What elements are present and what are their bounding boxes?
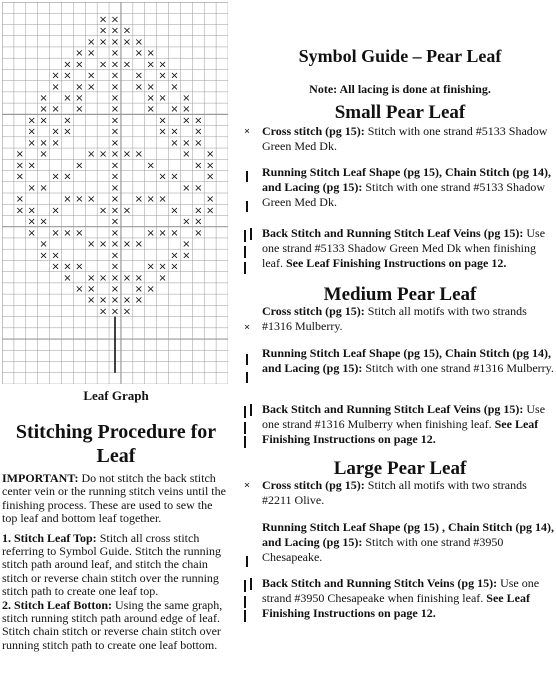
cross-stitch-mark: × <box>39 216 48 228</box>
cross-stitch-mark: × <box>158 261 167 273</box>
cross-stitch-mark: × <box>134 295 143 307</box>
medium-pear-leaf-heading: Medium Pear Leaf <box>323 284 477 305</box>
cross-stitch-mark: × <box>110 48 120 60</box>
stitching-procedure-text <box>2 472 230 658</box>
cross-stitch-mark: × <box>75 160 84 172</box>
cross-stitch-mark: × <box>170 205 179 217</box>
lacing-note: Note: All lacing is done at finishing. <box>309 82 491 96</box>
cross-stitch-mark: × <box>27 160 36 172</box>
cross-stitch-mark: × <box>63 171 72 183</box>
large-finishing-ref: See Leaf Finishing Instructions on page 12. <box>262 591 530 620</box>
cross-stitch-mark: × <box>51 250 60 262</box>
cross-stitch-mark: × <box>110 216 120 228</box>
cross-stitch-mark: × <box>98 205 108 217</box>
cross-stitch-mark: × <box>122 239 132 251</box>
cross-stitch-mark: × <box>146 48 155 60</box>
small-back-stitch-entry <box>244 226 556 271</box>
cross-stitch-mark: × <box>51 70 60 82</box>
cross-stitch-mark: × <box>170 227 179 239</box>
cross-stitch-mark: × <box>194 182 203 194</box>
cross-stitch-mark: × <box>182 182 191 194</box>
cross-stitch-mark: × <box>122 272 132 284</box>
cross-stitch-mark: × <box>27 216 36 228</box>
cross-stitch-mark: × <box>110 115 120 127</box>
cross-stitch-mark: × <box>63 70 72 82</box>
cross-stitch-mark: × <box>134 81 143 93</box>
cross-stitch-mark: × <box>134 194 143 206</box>
large-back-label: Back Stitch and Running Stitch Veins (pg 15): <box>262 576 498 590</box>
cross-stitch-mark: × <box>134 70 143 82</box>
cross-stitch-mark: × <box>110 59 120 71</box>
cross-stitch-mark: × <box>110 36 120 48</box>
cross-stitch-mark: × <box>110 160 120 172</box>
cross-stitch-mark: × <box>51 171 60 183</box>
medium-cross-label: Cross stitch (pg 15): <box>262 304 365 318</box>
cross-stitch-mark: × <box>110 272 120 284</box>
cross-stitch-mark: × <box>134 36 143 48</box>
cross-stitch-mark: × <box>98 272 108 284</box>
cross-stitch-mark: × <box>87 36 96 48</box>
small-finishing-ref: See Leaf Finishing Instructions on page 12. <box>285 256 507 270</box>
cross-stitch-mark: × <box>182 250 191 262</box>
cross-stitch-mark: × <box>87 81 96 93</box>
cross-stitch-mark: × <box>122 59 132 71</box>
cross-stitch-mark: × <box>15 194 25 206</box>
cross-stitch-mark: × <box>146 104 155 116</box>
cross-stitch-mark: × <box>205 149 215 161</box>
stitching-procedure-heading <box>0 420 232 468</box>
cross-stitch-mark: × <box>146 194 155 206</box>
cross-stitch-mark: × <box>110 250 120 262</box>
cross-stitch-mark: × <box>170 104 179 116</box>
cross-stitch-mark: × <box>51 137 60 149</box>
cross-stitch-mark: × <box>27 205 36 217</box>
cross-stitch-mark: × <box>194 205 203 217</box>
cross-stitch-mark: × <box>15 160 25 172</box>
step-2-label: 2. Stitch Leaf Botton: <box>2 597 112 612</box>
cross-stitch-mark: × <box>110 295 120 307</box>
cross-stitch-mark: × <box>146 284 155 295</box>
cross-stitch-mark: × <box>51 81 60 93</box>
cross-stitch-mark: × <box>110 182 120 194</box>
cross-stitch-mark: × <box>63 59 72 71</box>
cross-stitch-mark: × <box>170 70 179 82</box>
cross-stitch-mark: × <box>170 81 179 93</box>
cross-stitch-mark: × <box>87 70 96 82</box>
cross-stitch-mark: × <box>158 194 167 206</box>
medium-cross-stitch-entry <box>244 304 556 334</box>
cross-stitch-mark: × <box>122 149 132 161</box>
cross-stitch-mark: × <box>158 59 167 71</box>
cross-stitch-mark: × <box>122 295 132 307</box>
cross-stitch-mark: × <box>87 149 96 161</box>
cross-stitch-mark: × <box>194 126 203 138</box>
large-cross-stitch-entry <box>244 478 556 508</box>
cross-stitch-mark: × <box>158 171 167 183</box>
cross-stitch-mark: × <box>98 59 108 71</box>
large-back-text: Use one strand #3950 Chesapeake when finishing leaf. <box>262 576 540 605</box>
large-pear-leaf-heading: Large Pear Leaf <box>333 458 467 479</box>
cross-stitch-mark: × <box>110 25 120 37</box>
large-running-stitch-entry <box>244 520 556 565</box>
cross-stitch-mark: × <box>63 272 72 284</box>
cross-stitch-symbol-icon: × <box>244 322 251 333</box>
cross-stitch-mark: × <box>39 104 48 116</box>
cross-stitch-mark: × <box>205 194 215 206</box>
cross-stitch-mark: × <box>75 48 84 60</box>
cross-stitch-mark: × <box>63 93 72 104</box>
cross-stitch-mark: × <box>75 194 84 206</box>
cross-stitch-mark: × <box>110 261 120 273</box>
cross-stitch-mark: × <box>134 284 143 295</box>
small-running-stitch-entry <box>244 165 556 210</box>
large-running-text: Stitch with one strand #3950 Chesapeake. <box>262 535 504 564</box>
large-cross-text: Stitch all motifs with two strands #2211 Olive. <box>262 478 527 507</box>
cross-stitch-mark: × <box>75 59 84 71</box>
cross-stitch-mark: × <box>182 104 191 116</box>
cross-stitch-mark: × <box>63 194 72 206</box>
cross-stitch-mark: × <box>110 70 120 82</box>
cross-stitch-mark: × <box>134 272 143 284</box>
cross-stitch-mark: × <box>146 227 155 239</box>
leaf-graph-caption: Leaf Graph <box>83 388 149 403</box>
large-back-stitch-entry <box>244 576 556 621</box>
cross-stitch-mark: × <box>98 295 108 307</box>
cross-stitch-mark: × <box>51 205 60 217</box>
cross-stitch-mark: × <box>87 239 96 251</box>
cross-stitch-mark: × <box>75 261 84 273</box>
cross-stitch-mark: × <box>39 250 48 262</box>
small-cross-text: Stitch with one strand #5133 Shadow Green Med Dk. <box>262 124 548 153</box>
cross-stitch-mark: × <box>87 284 96 295</box>
cross-stitch-mark: × <box>122 306 132 318</box>
symbol-guide-title: Symbol Guide – Pear Leaf <box>298 46 502 66</box>
small-cross-stitch-entry <box>244 124 556 154</box>
cross-stitch-mark: × <box>110 137 120 149</box>
cross-stitch-mark: × <box>122 36 132 48</box>
cross-stitch-mark: × <box>170 137 179 149</box>
cross-stitch-mark: × <box>194 160 203 172</box>
cross-stitch-mark: × <box>98 36 108 48</box>
small-back-text: Use one strand #5133 Shadow Green Med Dk when finishing leaf. <box>262 226 546 270</box>
cross-stitch-mark: × <box>194 137 203 149</box>
medium-running-label: Running Stitch Leaf Shape (pg 15), Chain Stitch (pg 14), and Lacing (pg 15): <box>262 346 552 375</box>
cross-stitch-mark: × <box>87 272 96 284</box>
cross-stitch-mark: × <box>110 205 120 217</box>
cross-stitch-mark: × <box>158 126 167 138</box>
cross-stitch-mark: × <box>98 14 108 26</box>
cross-stitch-mark: × <box>27 182 36 194</box>
cross-stitch-mark: × <box>194 216 203 228</box>
medium-finishing-ref: See Leaf Finishing Instructions on page 12. <box>262 417 539 446</box>
cross-stitch-mark: × <box>134 48 143 60</box>
step-1-paragraph <box>2 532 230 599</box>
cross-stitch-mark: × <box>134 239 143 251</box>
cross-stitch-mark: × <box>182 239 191 251</box>
cross-stitch-mark: × <box>170 126 179 138</box>
important-label: IMPORTANT: <box>2 471 79 485</box>
important-paragraph <box>2 472 230 526</box>
step-2-paragraph <box>2 599 230 653</box>
cross-stitch-mark: × <box>110 126 120 138</box>
cross-stitch-mark: × <box>39 115 48 127</box>
small-cross-label: Cross stitch (pg 15): <box>262 124 365 138</box>
cross-stitch-mark: × <box>194 115 203 127</box>
cross-stitch-mark: × <box>39 182 48 194</box>
cross-stitch-mark: × <box>98 239 108 251</box>
small-pear-leaf-heading: Small Pear Leaf <box>334 102 466 123</box>
cross-stitch-mark: × <box>158 115 167 127</box>
cross-stitch-mark: × <box>75 104 84 116</box>
cross-stitch-mark: × <box>110 149 120 161</box>
step-1-text: Stitch all cross stitch referring to Symbol Guide. Stitch the running stitch path around leaf, and stitch the chain stitch or reverse chain stitch over the running stitch path to create one leaf top. <box>2 530 221 599</box>
cross-stitch-mark: × <box>146 160 155 172</box>
small-running-label: Running Stitch Leaf Shape (pg 15), Chain Stitch (pg 14), and Lacing (pg 15): <box>262 165 552 194</box>
cross-stitch-mark: × <box>15 205 25 217</box>
cross-stitch-mark: × <box>39 137 48 149</box>
cross-stitch-mark: × <box>146 59 155 71</box>
cross-stitch-mark: × <box>122 205 132 217</box>
cross-stitch-mark: × <box>205 171 215 183</box>
cross-stitch-mark: × <box>87 48 96 60</box>
cross-stitch-mark: × <box>134 149 143 161</box>
cross-stitch-mark: × <box>51 126 60 138</box>
cross-stitch-mark: × <box>51 261 60 273</box>
cross-stitch-mark: × <box>110 239 120 251</box>
cross-stitch-mark: × <box>158 93 167 104</box>
cross-stitch-symbol-icon: × <box>244 126 251 137</box>
step-2-text: Using the same graph, stitch running stitch path around edge of leaf. Stitch chain stitch or reverse chain stitch over running stitch path to create one leaf bottom. <box>2 597 223 652</box>
cross-stitch-mark: × <box>27 126 36 138</box>
cross-stitch-mark: × <box>27 115 36 127</box>
small-back-label: Back Stitch and Running Stitch Leaf Veins (pg 15): <box>262 226 524 240</box>
large-cross-label: Cross stitch (pg 15): <box>262 478 365 492</box>
cross-stitch-mark: × <box>63 261 72 273</box>
cross-stitch-mark: × <box>110 227 120 239</box>
medium-back-label: Back Stitch and Running Stitch Leaf Veins (pg 15): <box>262 402 524 416</box>
cross-stitch-mark: × <box>15 171 25 183</box>
cross-stitch-mark: × <box>158 70 167 82</box>
cross-stitch-mark: × <box>75 284 84 295</box>
heading-line-1: Stitching Procedure for <box>15 421 217 443</box>
cross-stitch-mark: × <box>146 261 155 273</box>
cross-stitch-mark: × <box>182 93 191 104</box>
cross-stitch-mark: × <box>27 137 36 149</box>
small-running-text: Stitch with one strand #5133 Shadow Green Med Dk. <box>262 180 546 209</box>
cross-stitch-mark: × <box>63 126 72 138</box>
cross-stitch-mark: × <box>110 284 120 295</box>
medium-back-stitch-entry <box>244 402 556 447</box>
cross-stitch-mark: × <box>75 227 84 239</box>
cross-stitch-mark: × <box>75 93 84 104</box>
cross-stitch-mark: × <box>110 306 120 318</box>
step-1-label: 1. Stitch Leaf Top: <box>2 530 97 545</box>
leaf-graph <box>2 2 228 384</box>
cross-stitch-mark: × <box>39 239 48 251</box>
cross-stitch-mark: × <box>194 227 203 239</box>
cross-stitch-mark: × <box>110 93 120 104</box>
cross-stitch-mark: × <box>205 160 215 172</box>
cross-stitch-mark: × <box>146 81 155 93</box>
cross-stitch-mark: × <box>63 227 72 239</box>
cross-stitch-mark: × <box>39 149 48 161</box>
cross-stitch-mark: × <box>63 115 72 127</box>
cross-stitch-mark: × <box>87 295 96 307</box>
cross-stitch-mark: × <box>51 104 60 116</box>
medium-back-text: Use one strand #1316 Mulberry when finishing leaf. <box>262 402 546 431</box>
medium-cross-text: Stitch all motifs with two strands #1316 Mulberry. <box>262 304 527 333</box>
cross-stitch-mark: × <box>170 261 179 273</box>
cross-stitch-mark: × <box>158 227 167 239</box>
cross-stitch-mark: × <box>182 149 191 161</box>
important-text: Do not stitch the back stitch center vein or the running stitch veins until the finishing process. These are used to sew the top leaf and bottom leaf together. <box>2 471 226 526</box>
cross-stitch-mark: × <box>87 194 96 206</box>
medium-running-text: Stitch with one strand #1316 Mulberry. <box>362 361 554 375</box>
cross-stitch-mark: × <box>75 81 84 93</box>
large-running-label: Running Stitch Leaf Shape (pg 15) , Chain Stitch (pg 14), and Lacing (pg 15): <box>262 520 555 549</box>
cross-stitch-mark: × <box>110 171 120 183</box>
cross-stitch-mark: × <box>122 25 132 37</box>
cross-stitch-mark: × <box>51 227 60 239</box>
cross-stitch-symbol-icon: × <box>244 480 251 491</box>
cross-stitch-mark: × <box>27 227 36 239</box>
medium-running-stitch-entry <box>244 346 556 376</box>
cross-stitch-mark: × <box>110 194 120 206</box>
cross-stitch-mark: × <box>15 149 25 161</box>
cross-stitch-mark: × <box>110 104 120 116</box>
cross-stitch-mark: × <box>170 250 179 262</box>
cross-stitch-mark: × <box>98 306 108 318</box>
cross-stitch-mark: × <box>110 14 120 26</box>
cross-stitch-mark: × <box>98 25 108 37</box>
cross-stitch-mark: × <box>98 149 108 161</box>
cross-stitch-mark: × <box>110 81 120 93</box>
cross-stitch-mark: × <box>182 115 191 127</box>
cross-stitch-mark: × <box>205 205 215 217</box>
cross-stitch-mark: × <box>39 93 48 104</box>
cross-stitch-mark: × <box>158 272 167 284</box>
cross-stitch-mark: × <box>146 93 155 104</box>
cross-stitch-mark: × <box>170 171 179 183</box>
heading-line-2: Leaf <box>96 445 136 467</box>
cross-stitch-mark: × <box>182 216 191 228</box>
cross-stitch-mark: × <box>182 137 191 149</box>
